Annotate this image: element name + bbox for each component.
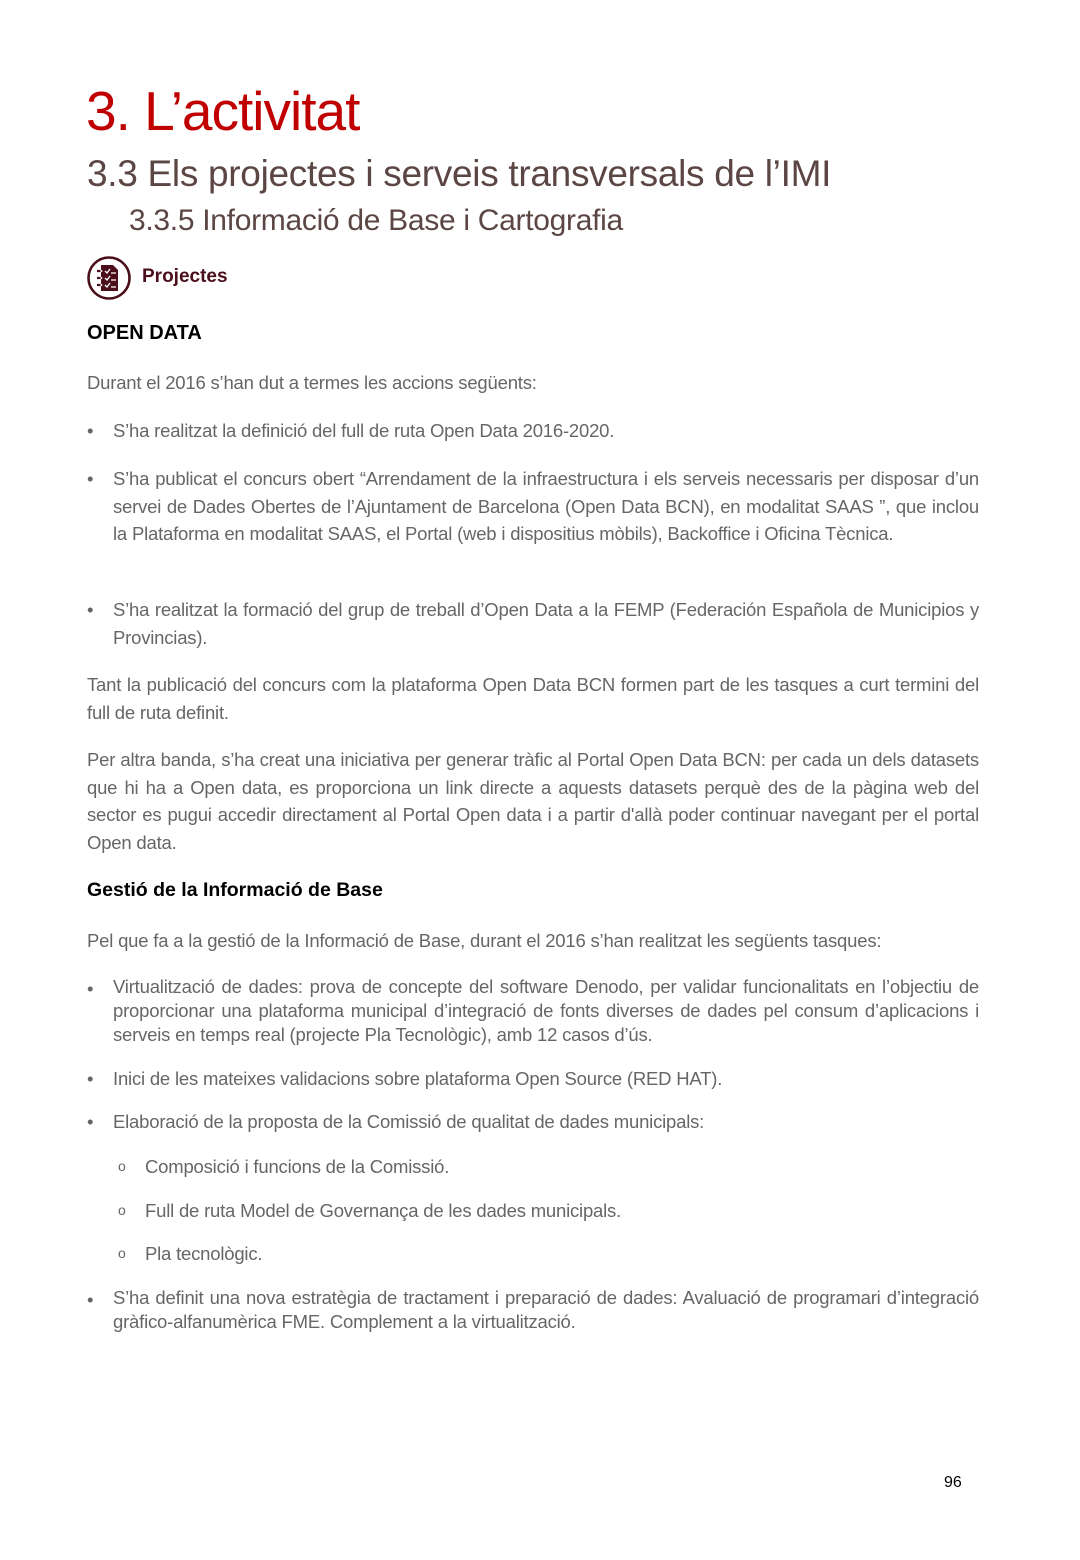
sub-list-item: [118, 1240, 978, 1268]
sub-bullet-marker: o: [118, 1245, 126, 1261]
open-data-heading: OPEN DATA: [87, 322, 202, 344]
bullet-marker: •: [87, 978, 94, 999]
bullet-marker: •: [87, 420, 94, 441]
sub-list-item-text: Full de ruta Model de Governança de les dades municipals.: [145, 1200, 622, 1221]
list-item: [87, 1065, 979, 1093]
sub-list-item: [118, 1153, 978, 1181]
list-item: [87, 596, 979, 651]
open-data-intro: Durant el 2016 s’han dut a termes les accions següents:: [87, 372, 537, 393]
sub-bullet-marker: o: [118, 1158, 126, 1174]
bullet-marker: •: [87, 1111, 94, 1132]
list-item-text: S’ha publicat el concurs obert “Arrendament de la infraestructura i els serveis necessaris per disposar d’un servei de Dades Obertes de l’Ajuntament de Barcelona (Open Data BCN), en modalitat SAAS ”, que inclou la Plataforma en modalitat SAAS, el Portal (web i dispositius mòbils), Backoffice i Oficina Tècnica.: [113, 468, 979, 544]
base-info-heading: Gestió de la Informació de Base: [87, 879, 383, 901]
list-item: [87, 1108, 979, 1136]
list-item-text: S’ha realitzat la definició del full de ruta Open Data 2016-2020.: [113, 420, 615, 441]
sub-bullet-marker: o: [118, 1202, 126, 1218]
list-item-text: Elaboració de la proposta de la Comissió de qualitat de dades municipals:: [113, 1111, 705, 1132]
list-item: [87, 975, 979, 1047]
checklist-document-icon: [87, 256, 131, 300]
bullet-marker: •: [87, 1068, 94, 1089]
sub-list-item: [118, 1197, 978, 1225]
list-item: [87, 417, 979, 445]
subsection-title: 3.3.5 Informació de Base i Cartografia: [129, 204, 623, 237]
projects-label: Projectes: [142, 266, 228, 287]
list-item-text: Inici de les mateixes validacions sobre plataforma Open Source (RED HAT).: [113, 1068, 723, 1089]
bullet-marker: •: [87, 1289, 94, 1310]
list-item-text: Virtualització de dades: prova de concepte del software Denodo, per validar funcionalitats en l’objectiu de proporcionar una plataforma municipal d’integració de fonts diverses de dades pel consum d’aplicacions i serveis en temps real (projecte Pla Tecnològic), amb 12 casos d’ús.: [113, 976, 979, 1045]
sub-list-item-text: Pla tecnològic.: [145, 1243, 263, 1264]
bullet-marker: •: [87, 468, 94, 489]
list-item: [87, 465, 979, 548]
paragraph: Tant la publicació del concurs com la plataforma Open Data BCN formen part de les tasques a curt termini del full de ruta definit.: [87, 674, 979, 723]
paragraph: Per altra banda, s’ha creat una iniciativa per generar tràfic al Portal Open Data BCN: per cada un dels datasets que hi ha a Open data, es proporciona un link directe a aquests datasets perquè des de la pàgina web del sector es pugui accedir directament al Portal Open data i a partir d'allà poder continuar navegant per el portal Open data.: [87, 749, 979, 853]
list-item-text: S’ha realitzat la formació del grup de treball d’Open Data a la FEMP (Federación Española de Municipios y Provincias).: [113, 599, 979, 648]
section-title: 3.3 Els projectes i serveis transversals de l’IMI: [87, 153, 832, 194]
list-item-text: S’ha definit una nova estratègia de tractament i preparació de dades: Avaluació de programari d’integració gràfico-alfanumèrica FME. Complement a la virtualització.: [113, 1287, 979, 1332]
base-info-intro: Pel que fa a la gestió de la Informació de Base, durant el 2016 s’han realitzat les següents tasques:: [87, 930, 882, 951]
page-number: 96: [944, 1474, 962, 1491]
sub-list-item-text: Composició i funcions de la Comissió.: [145, 1156, 450, 1177]
list-item: [87, 1286, 979, 1334]
chapter-title: 3. L’activitat: [86, 80, 360, 142]
bullet-marker: •: [87, 599, 94, 620]
